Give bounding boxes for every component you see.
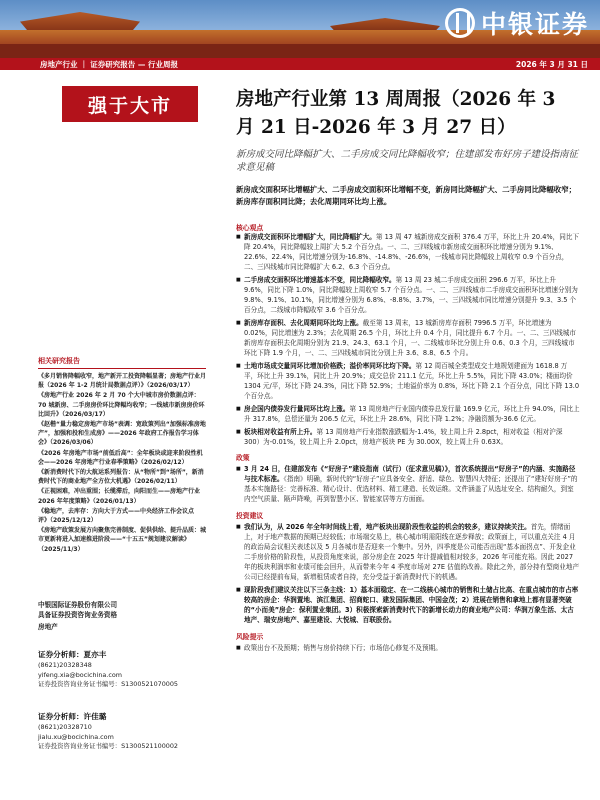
bullet-lead: 板块相对收益有所上升。 xyxy=(244,428,317,436)
related-report-item[interactable]: 《新消费时代下的大航运系列报告：从“物所”到“场所”，新消费时代下的商业地产全方位大机遇》（2026/02/11） xyxy=(38,469,204,486)
report-title: 房地产行业第 13 周周报（2026 年 3 月 21 日-2026 年 3 月 27 日） xyxy=(236,89,556,138)
analyst-cert: 证券投资咨询业务证书编号：S1300521070005 xyxy=(38,680,178,689)
bullet-lead: 新房成交面积环比增幅扩大，同比降幅扩大。 xyxy=(244,233,376,241)
company-info xyxy=(38,600,206,632)
bullet-lead: 土地市场成交量同环比增加价格跌；溢价率同环比均下降。 xyxy=(244,362,416,370)
header-banner xyxy=(0,0,600,58)
bullet-item xyxy=(236,522,580,582)
related-reports-heading: 相关研究报告 xyxy=(38,356,206,369)
bullet-lead: 3 月 24 日，住建部发布《“好房子”建设指南（试行）（征求意见稿）》，首次系统提出“好房子”的内涵、实施路径与技术标准。 xyxy=(244,465,576,483)
bullet-text: 《指南》明确，新时代的“好房子”应具备安全、舒适、绿色、智慧四大特征；还提出了“建好好房子”的基本实施路径：完善标准、精心设计、优选材料、精工建造、长效运维。文件涵盖了从选址安全、结构耐久，到室内空气质量、隔声降噪，再到智慧小区、智能家居等方方面面。 xyxy=(244,475,578,503)
bullet-text: 第 13 周房地产行业指数涨跌幅为-1.4%，较上周上升 2.8pct，相对收益（相对沪深 300）为-0.01%，较上周上升 2.0pct，房地产板块 PE 为 30.00X，较上周上升 0.63X。 xyxy=(244,428,563,446)
related-report-item[interactable]: 《赵楷“量力稳定房地产市场”表调：宽政策列出“加强标准房地产”，加强和投和生成房》——2026 年政府工作报告学习体会》（2026/03/06） xyxy=(38,421,206,447)
core-points-list xyxy=(236,232,580,450)
related-report-item[interactable]: 《正视困难，冲出重围；长缆滞后，向阳而生——房地产行业 2026 年年度策略》（2026/01/13） xyxy=(38,488,201,505)
analyst-cert: 证券投资咨询业务证书编号：S1300521100002 xyxy=(38,742,178,751)
risk-list xyxy=(236,643,580,656)
related-report-item[interactable]: 《2026 年房地产市场“前低后高”：全年板块或迎来阶段性机会——2026 年房地产行业春季策略》（2026/02/12） xyxy=(38,449,203,466)
investment-list xyxy=(236,522,580,628)
bullet-lead: 二手房成交面积环比增速基本不变，同比降幅收窄。 xyxy=(244,276,396,284)
related-report-item[interactable]: 《房地产政策发展方向聚焦完善制度、促供供给、提升品质：城市更新将进入加速推进阶段——“十五五”规划建议解读》（2025/11/3） xyxy=(38,527,207,553)
bullet-text: 第 13 周 47 城新房成交面积 376.4 万平，环比上升 20.4%，同比下降 20.4%，同比降幅较上周扩大 5.2 个百分点。一、二、三四线城市新房成交面积环比增速分别为 9.1%、22.6%、22.4%，同比增速分别为-16.8%、-14.8%、-26.6%，一线城市同比降幅较上周收窄 0.9 个百分点，二、三四线城市同比降幅扩大 6.2、6.3 个百分点。 xyxy=(244,233,580,271)
bullet-lead: 新房库存面积、去化周期同环比均上涨。 xyxy=(244,319,363,327)
company-qualification: 具备证券投资咨询业务资格 xyxy=(38,611,118,619)
bullet-item xyxy=(236,318,580,358)
analyst-phone: (8621)20328348 xyxy=(38,661,92,670)
analyst-card xyxy=(38,650,206,690)
related-report-item[interactable]: 《房地产行业 2026 年 2 月 70 个大中城市房价数据点评：70 城新房、二手房房价环比降幅均收窄；一线城市新房房价环比回升》（2026/03/17） xyxy=(38,392,205,418)
industry-label: 房地产 xyxy=(38,623,58,631)
bullet-item xyxy=(236,232,580,272)
bullet-lead: 我们认为，从 2026 年全年时间线上看，地产板块出现阶段性收益的机会的较多，建议持续关注。 xyxy=(244,523,531,531)
analyst-card xyxy=(38,712,206,752)
bullet-lead: 房企国内债券发行量同环比均上涨。 xyxy=(244,405,350,413)
bullet-item xyxy=(236,585,580,625)
rating-badge: 强于大市 xyxy=(62,86,198,122)
bullet-item xyxy=(236,643,580,653)
banner-wall-image xyxy=(0,44,600,58)
analyst-email[interactable]: yifeng.xia@bocichina.com xyxy=(38,670,122,679)
policy-list xyxy=(236,464,580,507)
bullet-text: 首先，情绪面上，对于地产数据的预期已经较低；市场端交易上，核心城市明需阳线在逐步释放；政策面上，可以重点关注 4 月的政治局会议相关表述以及 5 月各城市是否迎来一个集中。另外，四季度是公司能否出现“基本面拐点”、开发企业二手房价格的阶段性，从投资角度来说，部分房企在 2025 年计提减值相对较多，2026 年可能充裕。因此 2027 年的板块利润率和业绩可能会回升，从而带来今年 4 季度市场对 27E 估值的改善。除此之外，部分持有型商业地产公司已经提前布局，新增租赁或者自持，充分受益于新消费时代下的机遇。 xyxy=(244,523,580,581)
related-reports-list xyxy=(38,372,206,554)
related-reports xyxy=(38,356,206,555)
report-date: 2026 年 3 月 31 日 xyxy=(515,59,588,69)
bullet-text: 截至第 13 周末，13 城新房库存面积 7996.5 万平，环比增速为 0.02%，同比增速为 2.3%；去化周期 26.5 个月，环比上升 0.4 个月，同比提升 6.7 个月。一、二、三四线城市新房库存面积去化周期分别为 21.9、24.3、63.1 个月，一、二线城市环比分别上升 0.6、0.3 个月，三四线城市环比下降 1.9 个月，一、二、三四线城市同比分别上升 3.6、8.8、6.5 个月。 xyxy=(244,319,576,357)
bullet-lead: 现阶段我们建议关注以下三条主线：1）基本面稳定、在一二线核心城市的销售和土储占比高、在重点城市的市占率较高的房企：华润置地、滨江集团、招商蛇口、建发国际集团、中国金茂；2）进展在销售和拿地上都有显著突破的“小而美”房企：保利置业集团。3）积极探索新消费时代下的新增长动力的商业地产公司：华润万象生活、太古地产、瑞安房地产、嘉里建设、大悦城、百联股份。 xyxy=(244,586,579,624)
bullet-text: 第 13 周房地产行业国内债券总发行量 169.9 亿元，环比上升 94.0%，同比上升 317.8%，总偿还量为 206.5 亿元，环比上升 28.6%，同比下降 1.2%；净融资额为-36.6 亿元。 xyxy=(244,405,580,423)
report-subtitle: 新房成交同比降幅扩大、二手房成交同比降幅收窄；住建部发布好房子建设指南征求意见稿 xyxy=(236,149,579,173)
section-heading-invest: 投资建议 xyxy=(236,512,264,520)
analyst-name: 证券分析师：夏亦丰 xyxy=(38,650,107,659)
company-logo xyxy=(445,4,595,42)
related-report-item[interactable]: 《多月销售降幅收窄，地产新开工投资降幅显著；房地产行业月报（2026 年 1-2 月统计局数据点评）》（2026/03/17） xyxy=(38,373,207,390)
analyst-name: 证券分析师：许佳璐 xyxy=(38,712,107,721)
bullet-text: 第 12 周百城全类型成交土地规划建面为 1618.8 万平，环比上升 39.1%，同比上升 20.9%；成交总价 211.1 亿元，环比上升 5.5%，同比下降 43.0%；楼面均价 1304 元/平，环比下降 24.3%，同比下降 52.9%；土地溢价率为 0.8%，环比下降 2.1 个百分点，同比下降 13.0 个百分点。 xyxy=(244,362,580,400)
report-category: 房地产行业 ｜ 证券研究报告 — 行业周报 xyxy=(40,59,178,69)
logo-text: 中银证券 xyxy=(481,10,590,39)
bullet-item xyxy=(236,361,580,401)
section-heading-core: 核心观点 xyxy=(236,224,264,232)
related-report-item[interactable]: 《稳地产，去库存：方向大于方式——中央经济工作会议点评》（2025/12/12） xyxy=(38,507,195,525)
bullet-item xyxy=(236,464,580,504)
analyst-email[interactable]: jialu.xu@bocichina.com xyxy=(38,732,114,741)
bullet-item xyxy=(236,404,580,424)
report-category-bar xyxy=(0,58,600,70)
company-name: 中银国际证券股份有限公司 xyxy=(38,601,118,609)
bullet-text: 政策出台不及预期；销售与房价持续下行；市场信心修复不及预期。 xyxy=(244,644,442,652)
analyst-phone: (8621)20328710 xyxy=(38,723,92,732)
section-heading-risk: 风险提示 xyxy=(236,633,264,641)
bullet-item xyxy=(236,427,580,447)
boc-logo-icon xyxy=(445,8,475,38)
bullet-item xyxy=(236,275,580,315)
bullet-text: 第 13 周 23 城二手房成交面积 296.6 万平，环比上升 9.6%，同比下降 1.0%，同比降幅较上周收窄 5.7 个百分点。一、二、三四线城市二手房成交面积环比增速分别为 9.8%、9.1%、10.1%，同比增速分别为 6.8%、-8.8%、3.7%，一、三四线城市同比增速分别提升 9.3、3.5 个百分点，二线城市降幅收窄 3.6 个百分点。 xyxy=(244,276,578,314)
section-heading-policy: 政策 xyxy=(236,454,250,462)
report-summary: 新房成交面积环比增幅扩大、二手房成交面积环比增幅不变，新房同比降幅扩大、二手房同比降幅收窄；新房库存面积同比降；去化周期同环比均上涨。 xyxy=(236,185,576,206)
